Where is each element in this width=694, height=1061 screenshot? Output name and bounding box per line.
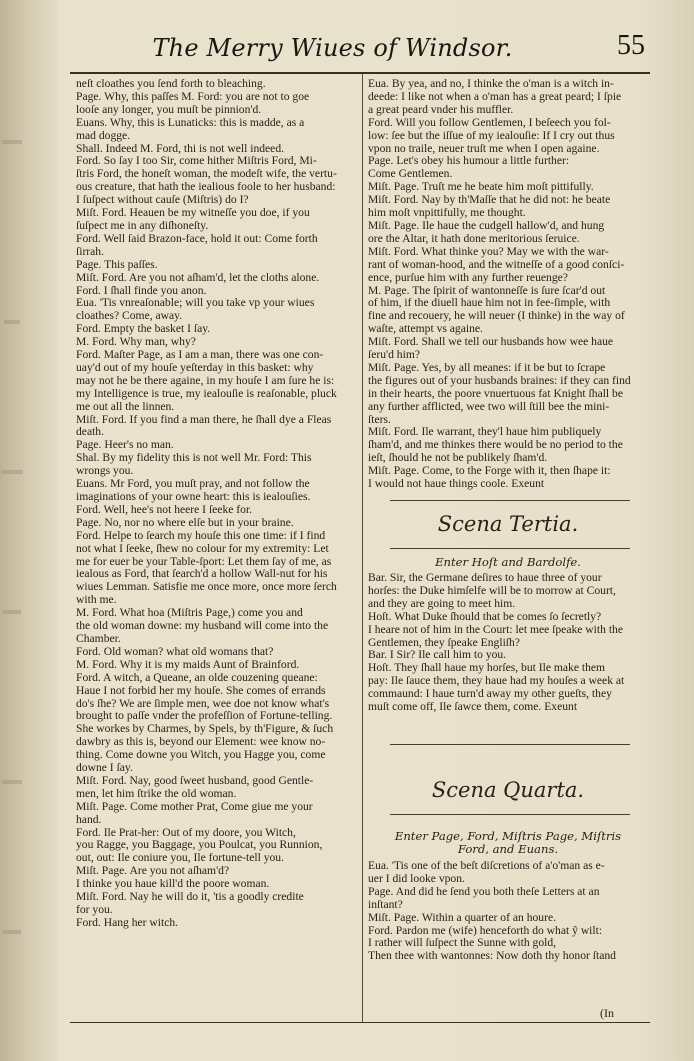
text-line: ſters. — [368, 412, 391, 426]
text-line: Ford. Maſter Page, as I am a man, there was one con- — [76, 348, 324, 362]
text-line: Hoſt. They ſhall haue my horſes, but Ile make them — [368, 661, 606, 675]
text-line: ſham'd, and me thinkes there would be no period to the — [368, 438, 623, 452]
text-line: hand. — [76, 812, 102, 826]
text-line: Ford. A witch, a Queane, an olde couzening queane: — [76, 670, 318, 684]
text-line: brought to paſſe vnder the profeſſion of Fortune-telling. — [76, 709, 333, 723]
text-line: me for euer be your Table-ſport: Let them ſay of me, as — [76, 554, 332, 568]
text-line: you Ragge, you Baggage, you Poulcat, you Runnion, — [76, 838, 323, 852]
text-line: Miſt. Page. Come mother Prat, Come giue me your — [76, 799, 313, 813]
text-line: vpon no traile, neuer truſt me when I open againe. — [368, 141, 600, 155]
text-line: Page. Let's obey his humour a little further: — [368, 154, 570, 168]
text-line: Ford. Well ſaid Brazon-face, hold it out: Come forth — [76, 231, 318, 245]
text-line: in their hearts, the poore vnuertuous fat Knight ſhall be — [368, 386, 623, 400]
text-line: Miſt. Ford. What thinke you? May we with the war- — [368, 244, 609, 258]
text-line: Miſt. Ford. Nay he will do it, 'tis a goodly credite — [76, 890, 304, 904]
text-line: Miſt. Page. Are you not aſham'd? — [76, 864, 230, 878]
text-line: ſuſpect me in any diſhoneſty. — [76, 218, 209, 232]
text-line: death. — [76, 425, 105, 439]
text-line: fine and recouery, he will neuer (I thinke) in the way of — [368, 309, 625, 323]
text-line: do's ſhe? We are ſimple men, wee doe not know what's — [76, 696, 330, 710]
text-line: I ſuſpect without cauſe (Miſtris) do I? — [76, 193, 249, 207]
text-line: Miſt. Ford. Are you not aſham'd, let the cloths alone. — [76, 270, 320, 284]
text-line: horſes: the Duke himſelfe will be to morrow at Court, — [368, 583, 616, 597]
text-line: waſte, attempt vs againe. — [368, 322, 483, 336]
text-line: Page. This paſſes. — [76, 257, 158, 271]
text-line: I heare not of him in the Court: let mee ſpeake with the — [368, 622, 623, 636]
scene-4-stage-direction-2: Ford, and Euans. — [457, 842, 559, 856]
text-line: Miſt. Ford. Ile warrant, they'l haue him publiquely — [368, 425, 602, 439]
text-line: Ford. Old woman? what old womans that? — [76, 644, 274, 658]
text-line: Miſt. Ford. Shall we tell our husbands how wee haue — [368, 335, 614, 349]
text-line: Hoſt. What Duke ſhould that be comes ſo ſecretly? — [368, 609, 602, 623]
text-line: M. Ford. Why man, why? — [76, 335, 196, 349]
scene-3-text — [368, 572, 648, 722]
text-line: ieſt, ſhould he not be publikely ſham'd. — [368, 451, 548, 465]
text-line: Gentlemen, they ſpeake Engliſh? — [368, 635, 520, 649]
text-line: I thinke you haue kill'd the poore woman. — [76, 877, 270, 891]
scene-3-heading: Scena Tertia. — [437, 512, 579, 536]
catchword: (In — [600, 1006, 614, 1020]
text-line: I rather will ſuſpect the Sunne with gold, — [368, 936, 557, 950]
text-line: deede: I like not when a o'man has a great peard; I ſpie — [368, 89, 622, 103]
text-line: Eua. 'Tis one of the beſt diſcretions of a'o'man as e- — [368, 860, 605, 872]
text-line: Bar. I Sir? Ile call him to you. — [368, 648, 507, 662]
text-line: Miſt. Ford. Nay, good ſweet husband, good Gentle- — [76, 773, 314, 787]
text-line: muſt come off, Ile ſawce them, come. Exeunt — [368, 700, 578, 714]
facing-page-bleed — [0, 0, 58, 1061]
text-line: him moſt vnpittifully, me thought. — [368, 206, 526, 220]
text-line: Eua. By yea, and no, I thinke the o'man is a witch in- — [368, 78, 614, 90]
text-line: of him, if the diuell haue him not in fee-ſimple, with — [368, 296, 611, 310]
text-line: ſirrah. — [76, 244, 105, 258]
text-line: Miſt. Page. Ile haue the cudgell hallow'd, and hung — [368, 218, 605, 232]
text-line: Shall. Indeed M. Ford, thi is not well indeed. — [76, 141, 285, 155]
column-divider — [362, 74, 363, 1022]
text-line: ſtris Ford, the honeſt woman, the modeſt wife, the vertu- — [76, 167, 337, 181]
text-line: uay'd out of my houſe yeſterday in this basket: why — [76, 360, 314, 374]
text-line: Euans. Mr Ford, you muſt pray, and not follow the — [76, 477, 310, 491]
text-line: neſt cloathes you ſend forth to bleaching. — [76, 78, 266, 90]
text-line: not what I ſeeke, ſhew no colour for my extremity: Let — [76, 541, 329, 555]
text-line: commaund: I haue turn'd away my other gueſts, they — [368, 687, 612, 701]
text-line: my Intelligence is true, my iealouſie is reaſonable, pluck — [76, 386, 337, 400]
running-title: The Merry Wiues of Windsor. — [152, 34, 513, 62]
text-line: the old woman downe: my husband will come into the — [76, 619, 329, 633]
text-line: Page. Why, this paſſes M. Ford: you are not to goe — [76, 89, 310, 103]
text-line: Ford. Pardon me (wife) henceforth do what ỹ wilt: — [368, 923, 603, 937]
text-line: with me. — [76, 593, 117, 607]
text-line: pay: Ile ſauce them, they haue had my houſes a week at — [368, 674, 625, 688]
text-line: Haue I not forbid her my houſe. She comes of errands — [76, 683, 326, 697]
text-line: the figures out of your husbands braines: if they can find — [368, 373, 631, 387]
text-line: Page. No, nor no where elſe but in your braine. — [76, 515, 294, 529]
text-line: looſe any longer, you muſt be pinnion'd. — [76, 102, 262, 116]
text-line: inſtant? — [368, 897, 403, 911]
text-line: M. Ford. Why it is my maids Aunt of Brainford. — [76, 657, 300, 671]
text-line: cloathes? Come, away. — [76, 309, 183, 323]
text-line: me out all the linnen. — [76, 399, 175, 413]
text-line: Miſt. Ford. If you find a man there, he ſhall dye a Fleas — [76, 412, 332, 426]
scene-rule — [390, 500, 630, 501]
text-line: for you. — [76, 903, 113, 916]
text-line: any further afflicted, wee two will ſtill bee the mini- — [368, 399, 610, 413]
text-line: may not he be there againe, in my houſe I am ſure he is: — [76, 373, 335, 387]
text-line: I would not haue things coole. Exeunt — [368, 477, 545, 491]
text-line: Miſt. Page. Within a quarter of an houre. — [368, 910, 556, 924]
text-line: imaginations of your owne heart: this is iealouſies. — [76, 490, 311, 503]
text-line: ence, purſue him with any further reuenge? — [368, 270, 568, 284]
text-line: M. Page. The ſpirit of wantonneſſe is ſure ſcar'd out — [368, 283, 606, 297]
text-line: Ford. Hang her witch. — [76, 915, 179, 929]
text-line: thing. Come downe you Witch, you Hagge you, come — [76, 748, 326, 762]
text-line: Then thee with wantonnes: Now doth thy honor ſtand — [368, 949, 616, 963]
text-line: ſeru'd him? — [368, 348, 420, 362]
text-line: wrongs you. — [76, 464, 134, 478]
text-line: out, out: Ile coniure you, Ile fortune-tell you. — [76, 851, 284, 865]
text-line: Eua. 'Tis vnreaſonable; will you take vp your wiues — [76, 296, 315, 310]
text-line: ous creature, that hath the iealious foole to her husband: — [76, 180, 336, 194]
text-line: Bar. Sir, the Germane deſires to haue three of your — [368, 572, 602, 584]
text-line: Euans. Why, this is Lunaticks: this is madde, as a — [76, 115, 305, 129]
text-line: Miſt. Page. Yes, by all meanes: if it be but to ſcrape — [368, 360, 606, 374]
scene-4-text — [368, 860, 648, 1006]
text-line: Ford. So ſay I too Sir, come hither Miſtris Ford, Mi- — [76, 154, 317, 168]
text-line: Page. Heer's no man. — [76, 438, 174, 452]
text-line: Miſt. Page. Come, to the Forge with it, then ſhape it: — [368, 464, 611, 478]
text-line: Miſt. Page. Truſt me he beate him moſt pittifully. — [368, 180, 594, 194]
text-line: Ford. Will you follow Gentlemen, I beſeech you fol- — [368, 115, 611, 129]
text-line: Ford. Well, hee's not heere I ſeeke for. — [76, 502, 253, 516]
text-line: Miſt. Ford. Heauen be my witneſſe you doe, if you — [76, 206, 310, 220]
text-line: Ford. I ſhall finde you anon. — [76, 283, 207, 297]
text-line: and they are going to meet him. — [368, 596, 516, 610]
text-line: Page. And did he ſend you both theſe Letters at an — [368, 884, 600, 898]
text-line: men, let him ſtrike the old woman. — [76, 786, 237, 800]
page-number: 55 — [617, 30, 645, 61]
text-line: Ford. Helpe to ſearch my houſe this one time: if I find — [76, 528, 326, 542]
scene-4-stage-direction-1: Enter Page, Ford, Miſtris Page, Miſtris — [394, 829, 622, 843]
text-line: rant of woman-hood, and the witneſſe of a good conſci- — [368, 257, 625, 271]
text-line: ore the Altar, it hath done meritorious ſeruice. — [368, 231, 580, 245]
text-line: uer I did looke vpon. — [368, 871, 465, 885]
text-line: Chamber. — [76, 631, 121, 645]
text-line: mad dogge. — [76, 128, 131, 142]
text-line: Ford. Empty the basket I ſay. — [76, 322, 211, 336]
text-line: iealous as Ford, that ſearch'd a hollow Wall-nut for his — [76, 567, 328, 581]
footer-rule — [70, 1022, 650, 1023]
scene-rule — [390, 744, 630, 745]
header-rule — [70, 72, 650, 74]
text-line: downe I ſay. — [76, 761, 133, 775]
text-line: wiues Lemman. Satisfie me once more, once more ſerch — [76, 580, 337, 594]
text-line: dawbry as this is, beyond our Element: wee know no- — [76, 735, 326, 749]
scene-4-heading: Scena Quarta. — [431, 778, 585, 802]
text-line: Shal. By my fidelity this is not well Mr. Ford: This — [76, 451, 312, 465]
text-line: M. Ford. What hoa (Miſtris Page,) come you and — [76, 606, 303, 620]
text-line: Ford. Ile Prat-her: Out of my doore, you Witch, — [76, 825, 296, 839]
left-column — [76, 78, 358, 1018]
scene-rule — [390, 814, 630, 815]
scene-rule — [390, 548, 630, 549]
text-line: a great peard vnder his muffler. — [368, 102, 514, 116]
right-column-top — [368, 78, 648, 498]
text-line: low: ſee but the iſſue of my iealouſie: If I cry out thus — [368, 128, 615, 142]
page-header — [70, 30, 655, 72]
text-line: Come Gentlemen. — [368, 167, 453, 181]
scene-3-stage-direction: Enter Hoſt and Bardolfe. — [435, 555, 581, 569]
text-line: She workes by Charmes, by Spels, by th'Figure, & ſuch — [76, 722, 334, 736]
text-line: Miſt. Ford. Nay by th'Maſſe that he did not: he beate — [368, 193, 611, 207]
